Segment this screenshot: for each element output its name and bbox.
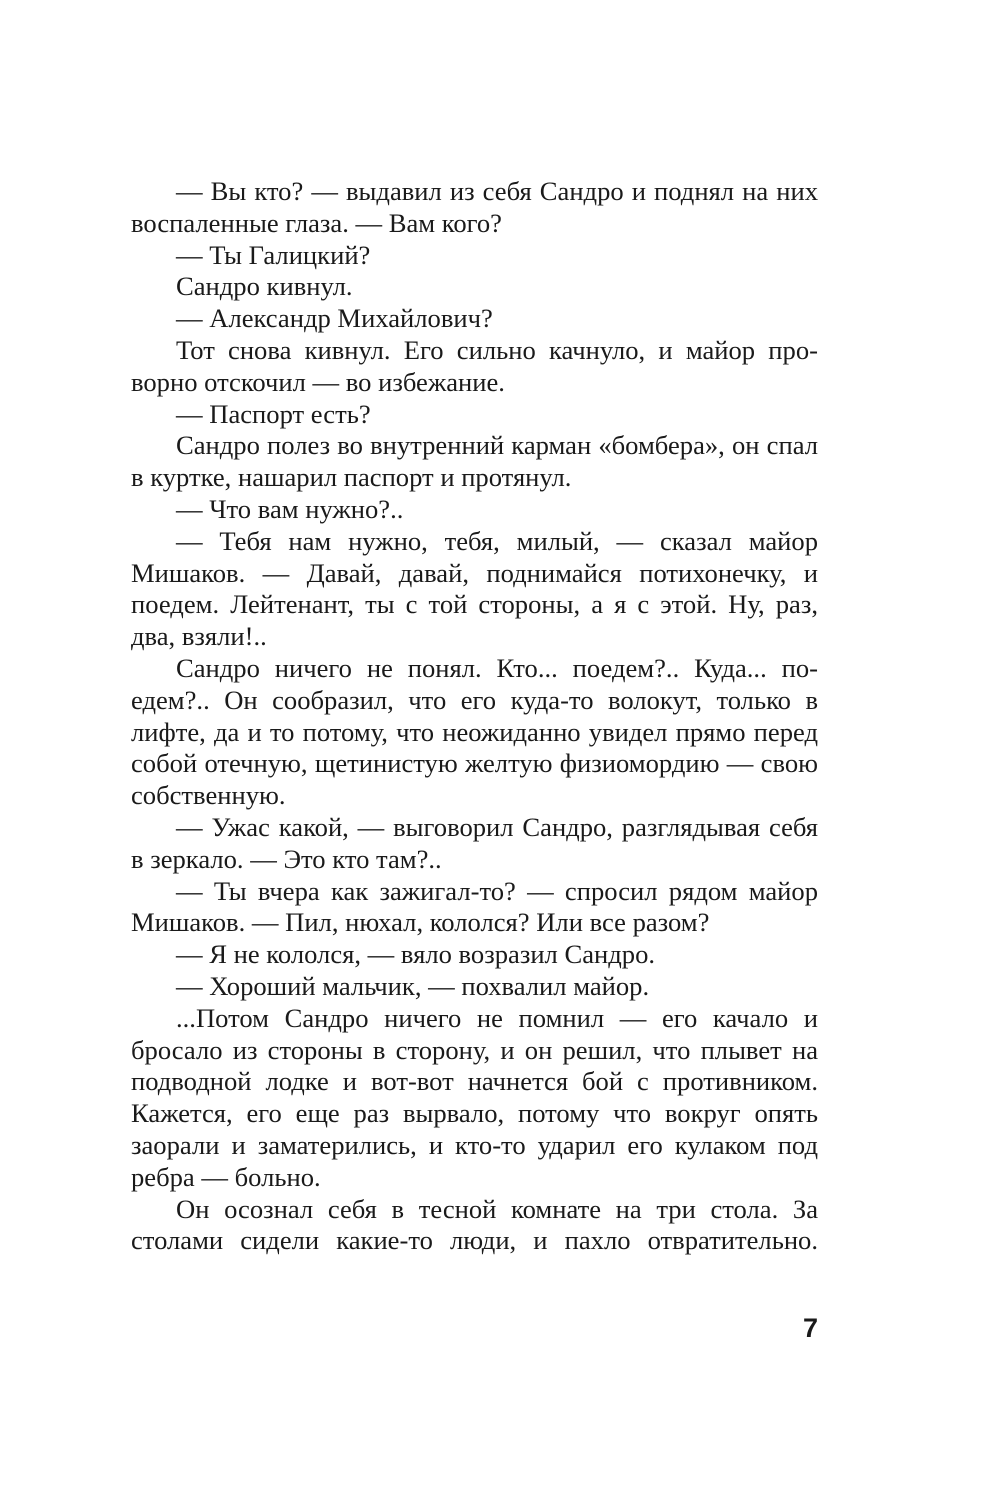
page-number: 7 — [802, 1313, 818, 1343]
paragraph: — Тебя нам нужно, тебя, милый, — сказал майор Мишаков. — Давай, давай, поднимайся потихонечку, и поедем. Лейтенант, ты с той стороны, а я с этой. Ну, раз, два, взяли!.. — [131, 525, 818, 652]
paragraph: — Александр Михайлович? — [176, 303, 493, 334]
paragraph: Тот снова кивнул. Его сильно качнуло, и майор проворно отскочил — во избежание. — [131, 334, 818, 397]
paragraph: — Хороший мальчик, — похвалил майор. — [176, 970, 650, 1001]
page-body — [131, 176, 818, 1257]
paragraph: Сандро ничего не понял. Кто... поедем?.. Куда... поедем?.. Он сообразил, что его куда-то волокут, только в лифте, да и то потому, что неожиданно увидел прямо перед собой отечную, щетинистую желтую физиомордию — свою собственную. — [131, 652, 818, 811]
paragraph: Сандро полез во внутренний карман «бомбера», он спал в куртке, нашарил паспорт и протянул. — [131, 430, 818, 493]
paragraph: — Я не кололся, — вяло возразил Сандро. — [176, 939, 656, 970]
paragraph: — Паспорт есть? — [176, 398, 371, 429]
paragraph: Он осознал себя в тесной комнате на три стола. За столами сидели какие-то люди, и пахло отвратительно. — [131, 1193, 818, 1256]
paragraph: — Ужас какой, — выговорил Сандро, разглядывая себя в зеркало. — Это кто там?.. — [131, 811, 818, 874]
paragraph: — Ты Галицкий? — [176, 239, 371, 270]
paragraph: Сандро кивнул. — [176, 271, 353, 302]
paragraph: — Вы кто? — выдавил из себя Сандро и поднял на них воспаленные глаза. — Вам кого? — [131, 176, 818, 238]
paragraph: — Ты вчера как зажигал-то? — спросил рядом майор Мишаков. — Пил, нюхал, кололся? Или все разом? — [131, 875, 818, 938]
paragraph: — Что вам нужно?.. — [176, 493, 404, 524]
paragraph: ...Потом Сандро ничего не помнил — его качало и бросало из стороны в сторону, и он решил, что плывет на подводной лодке и вот-вот начнется бой с противником. Кажется, его еще раз вырвало, потому что вокруг опять заорали и заматерились, и кто-то ударил его кулаком под ребра — больно. — [131, 1002, 818, 1192]
